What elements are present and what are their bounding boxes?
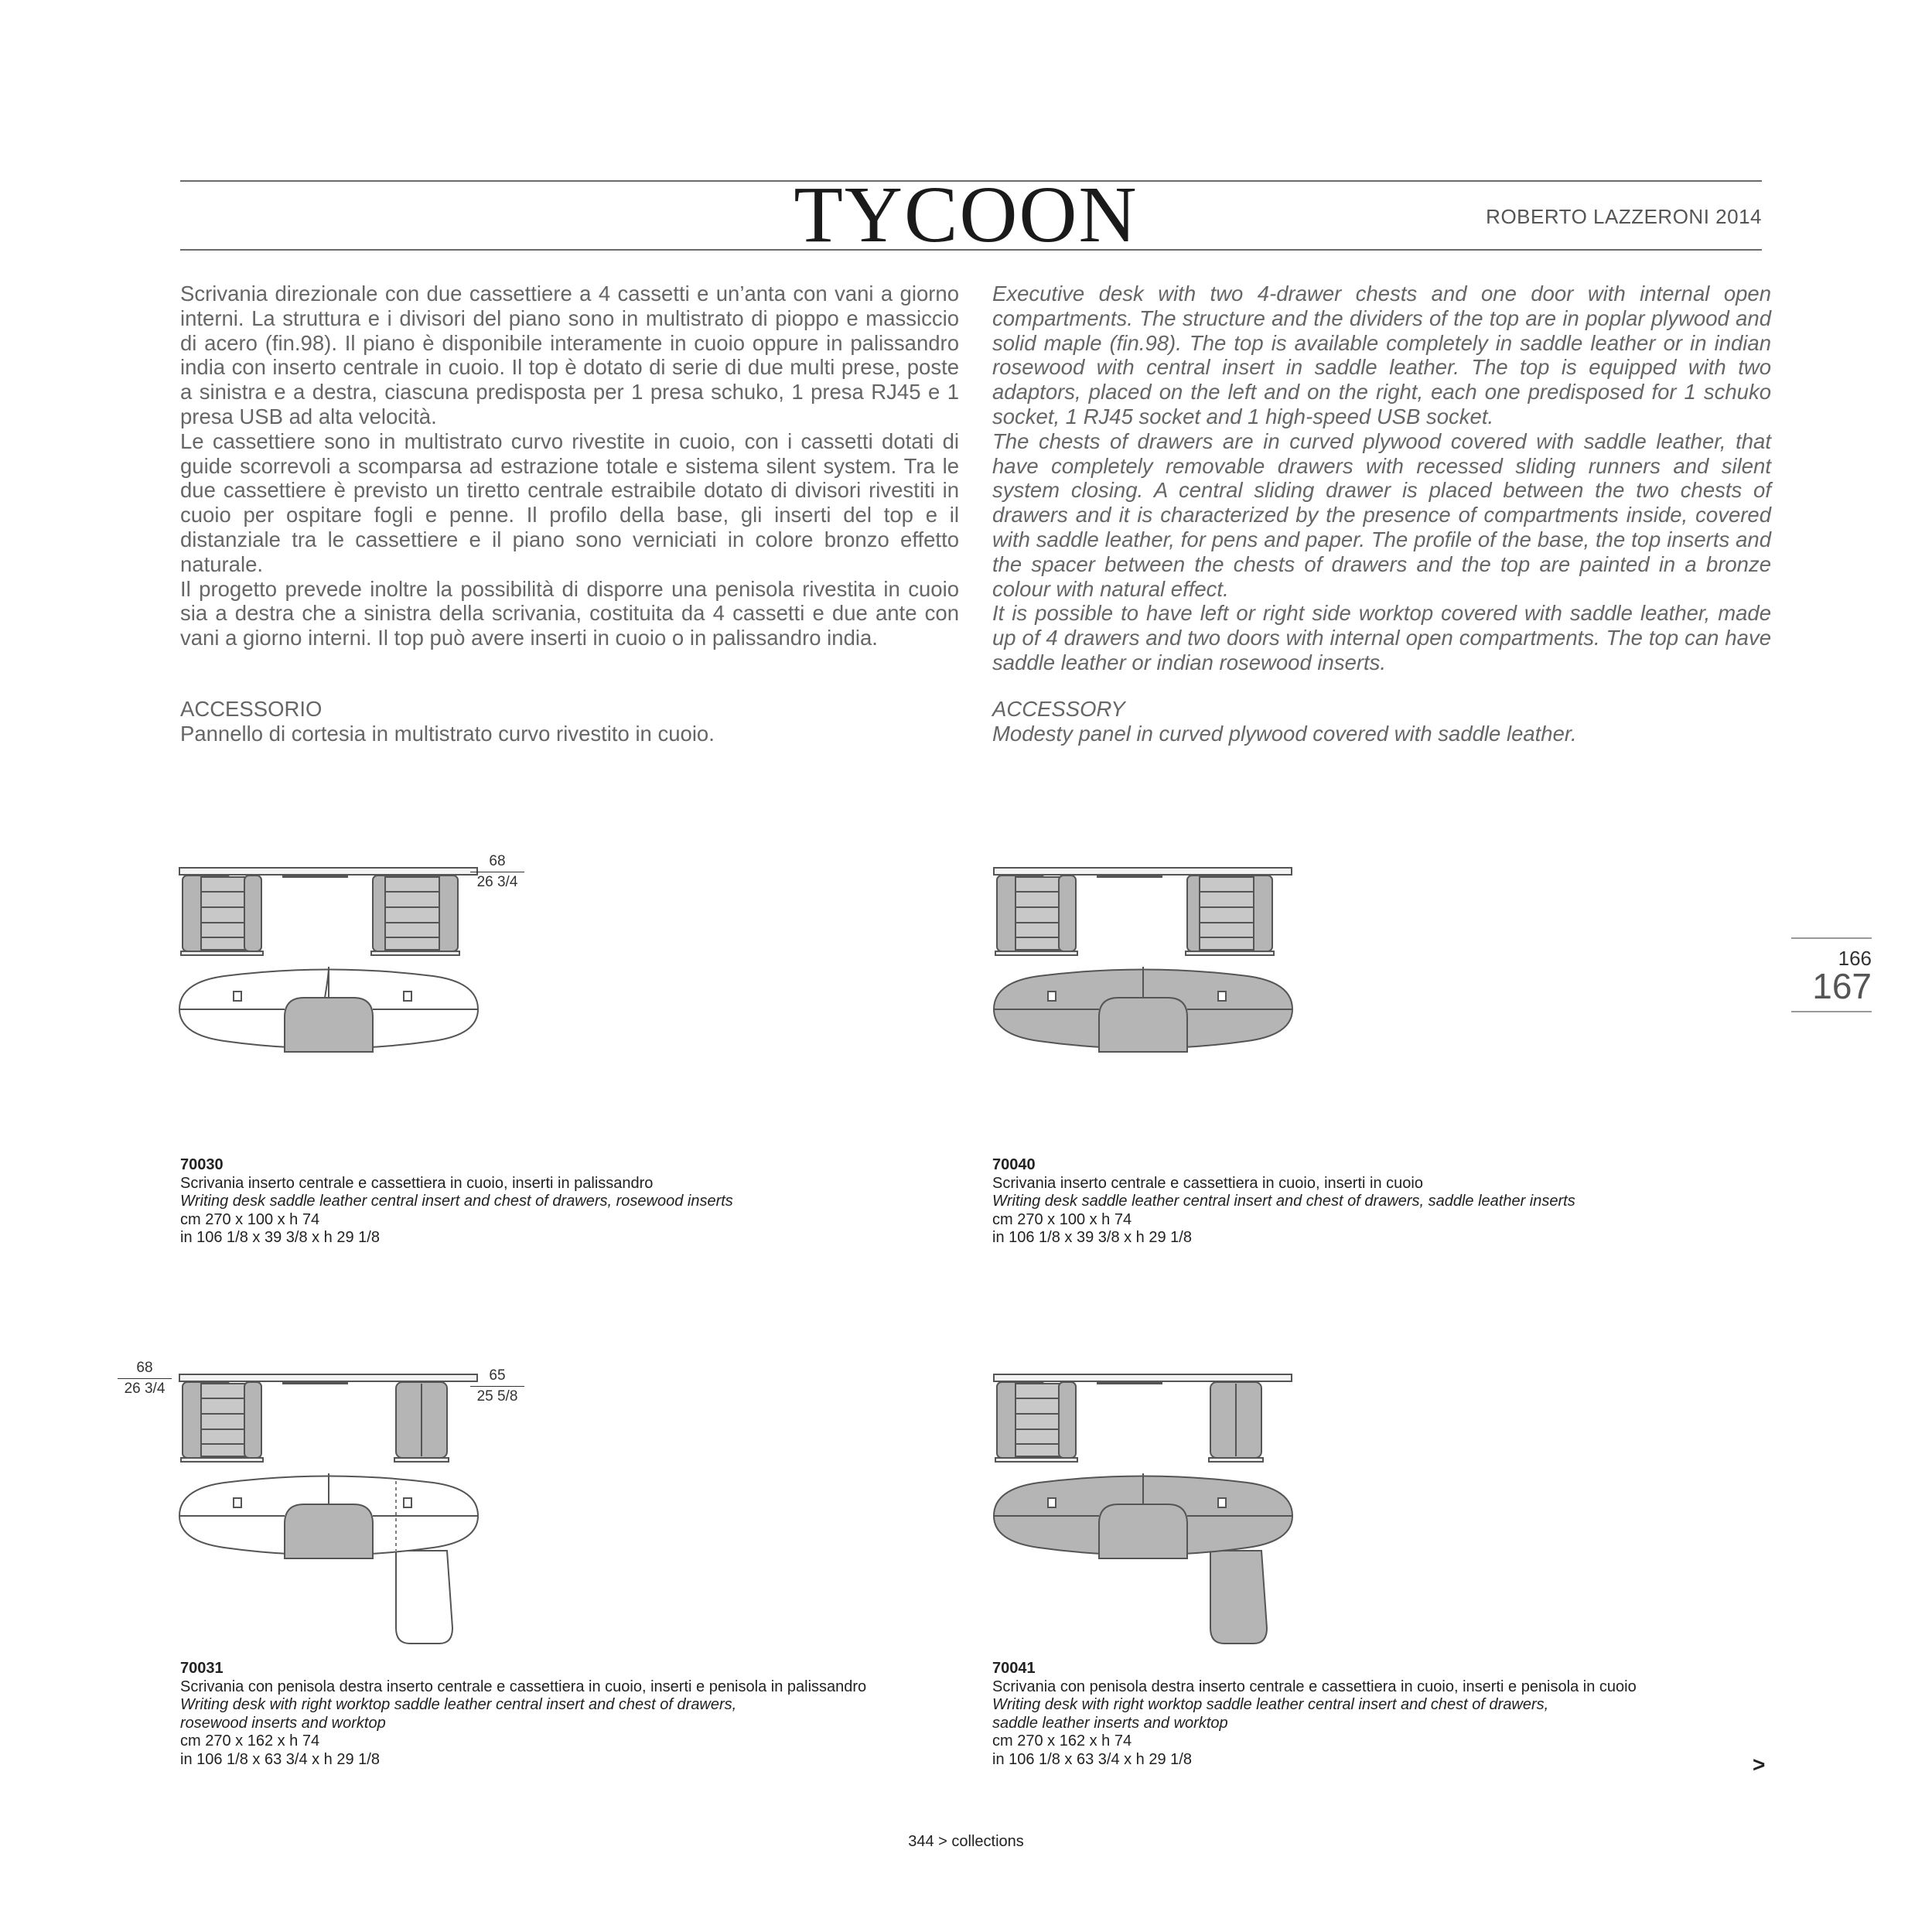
top-view [179, 1473, 478, 1644]
accessory-english [992, 697, 1771, 746]
description-paragraph: Scrivania direzionale con due cassettiere a 4 cassetti e un’anta con vani a giorno interni. La struttura e i divisori del piano sono in multistrato di pioppo e massiccio di acero (fin.98). Il piano è disponibile interamente in cuoio oppure in palissandro india con inserto centrale in cuoio. Il top è dotato di serie di due multi prese, poste a sinistra e a destra, ciascuna predisposta per 1 presa schuko, 1 presa RJ45 e 1 presa USB ad alta velocità. [180, 282, 959, 428]
description-paragraph: Il progetto prevede inoltre la possibilità di disporre una penisola rivestita in cuoio sia a destra che a sinistra della scrivania, costituita da 4 cassetti e due ante con vani a giorno interni. Il top può avere inserti in cuoio o in palissandro india. [180, 576, 959, 650]
product-size-in: in 106 1/8 x 39 3/8 x h 29 1/8 [992, 1229, 1192, 1246]
product-name-english: Writing desk saddle leather central insert and chest of drawers, saddle leather inserts [992, 1193, 1575, 1210]
product-name-english: Writing desk saddle leather central insert and chest of drawers, rosewood inserts [180, 1193, 733, 1210]
dimension-label: 68 26 3/4 [118, 1360, 172, 1398]
page-title: TYCOON [794, 170, 1138, 259]
front-elevation [994, 868, 1292, 955]
drawing-70041 [992, 1373, 1317, 1651]
drawing-70040 [992, 866, 1317, 1091]
page-number-right: 167 [1812, 966, 1872, 1006]
product-size-in: in 106 1/8 x 63 3/4 x h 29 1/8 [992, 1750, 1192, 1768]
product-name-english: Writing desk with right worktop saddle leather central insert and chest of drawers, [180, 1696, 737, 1713]
accessory-text: Pannello di cortesia in multistrato curvo rivestito in cuoio. [180, 721, 715, 746]
product-name-italian: Scrivania inserto centrale e cassettiera in cuoio, inserti in cuoio [992, 1174, 1423, 1192]
accessory-text: Modesty panel in curved plywood covered with saddle leather. [992, 721, 1577, 746]
page-marker-rule [1791, 1011, 1872, 1012]
product-size-cm: cm 270 x 100 x h 74 [992, 1210, 1132, 1228]
product-code: 70040 [992, 1156, 1036, 1173]
product-size-in: in 106 1/8 x 63 3/4 x h 29 1/8 [180, 1750, 380, 1768]
header-bottom-rule [180, 249, 1762, 251]
description-paragraph: The chests of drawers are in curved plywood covered with saddle leather, that have completely removable drawers with recessed sliding runners and silent system closing. A central sliding drawer is placed between the two chests of drawers and it is characterized by the presence of compartments inside, covered with saddle leather, for pens and paper. The profile of the base, the top inserts and the spacer between the chests of drawers and the top are painted in a bronze colour with natural effect. [992, 428, 1771, 601]
product-name-english: saddle leather inserts and worktop [992, 1714, 1228, 1732]
accessory-label: ACCESSORIO [180, 697, 323, 721]
product-name-english: Writing desk with right worktop saddle leather central insert and chest of drawers, [992, 1696, 1549, 1713]
product-code: 70041 [992, 1660, 1036, 1677]
page-marker-rule [1791, 937, 1872, 939]
product-code: 70031 [180, 1660, 224, 1677]
top-view [994, 967, 1292, 1052]
description-english [992, 282, 1771, 675]
accessory-label: ACCESSORY [992, 697, 1125, 721]
product-name-italian: Scrivania con penisola destra inserto centrale e cassettiera in cuoio, inserti e penisola in palissandro [180, 1678, 867, 1695]
product-name-italian: Scrivania con penisola destra inserto centrale e cassettiera in cuoio, inserti e penisola in cuoio [992, 1678, 1637, 1695]
product-size-cm: cm 270 x 100 x h 74 [180, 1210, 320, 1228]
drawing-70031 [178, 1373, 503, 1651]
top-view [994, 1473, 1292, 1644]
next-page-arrow[interactable]: > [1753, 1753, 1766, 1777]
description-paragraph: Le cassettiere sono in multistrato curvo rivestite in cuoio, con i cassetti dotati di guide scorrevoli a scomparsa ad estrazione totale e sistema silent system. Tra le due cassettiere è previsto un tiretto centrale estraibile dotato di divisori rivestiti in cuoio per ospitare fogli e penne. Il profilo della base, gli inserti del top e il distanziale tra le cassettiere e il piano sono verniciati in colore bronzo effetto naturale. [180, 428, 959, 576]
product-caption-70030 [180, 1156, 733, 1248]
product-code: 70030 [180, 1156, 224, 1173]
front-elevation [994, 1374, 1292, 1462]
product-size-cm: cm 270 x 162 x h 74 [180, 1732, 320, 1749]
accessory-italian [180, 697, 959, 746]
description-paragraph: It is possible to have left or right side worktop covered with saddle leather, made up of 4 drawers and two doors with internal open compartments. The top can have saddle leather or indian rosewood inserts. [992, 601, 1771, 674]
product-caption-70031 [180, 1660, 866, 1769]
product-caption-70041 [992, 1660, 1637, 1769]
product-name-english: rosewood inserts and worktop [180, 1714, 386, 1732]
description-italian [180, 282, 959, 650]
product-caption-70040 [992, 1156, 1575, 1248]
designer-credit: ROBERTO LAZZERONI 2014 [1486, 205, 1762, 228]
front-elevation [179, 868, 477, 955]
page-number-left: 166 [1838, 947, 1872, 970]
top-view [179, 967, 478, 1052]
dimension-label: 65 25 5/8 [470, 1367, 524, 1405]
product-size-in: in 106 1/8 x 39 3/8 x h 29 1/8 [180, 1229, 380, 1246]
description-paragraph: Executive desk with two 4-drawer chests and one door with internal open compartments. The structure and the dividers of the top are in poplar plywood and solid maple (fin.98). The top is available completely in saddle leather or in indian rosewood with central insert in saddle leather. The top is equipped with two adaptors, placed on the left and on the right, each one predisposed for 1 schuko socket, 1 RJ45 socket and 1 high-speed USB socket. [992, 282, 1771, 428]
front-elevation [179, 1374, 477, 1462]
drawing-70030 [178, 866, 503, 1091]
product-size-cm: cm 270 x 162 x h 74 [992, 1732, 1132, 1749]
product-name-italian: Scrivania inserto centrale e cassettiera in cuoio, inserti in palissandro [180, 1174, 654, 1192]
page-footer: 344 > collections [908, 1833, 1024, 1850]
dimension-label: 68 26 3/4 [470, 853, 524, 891]
